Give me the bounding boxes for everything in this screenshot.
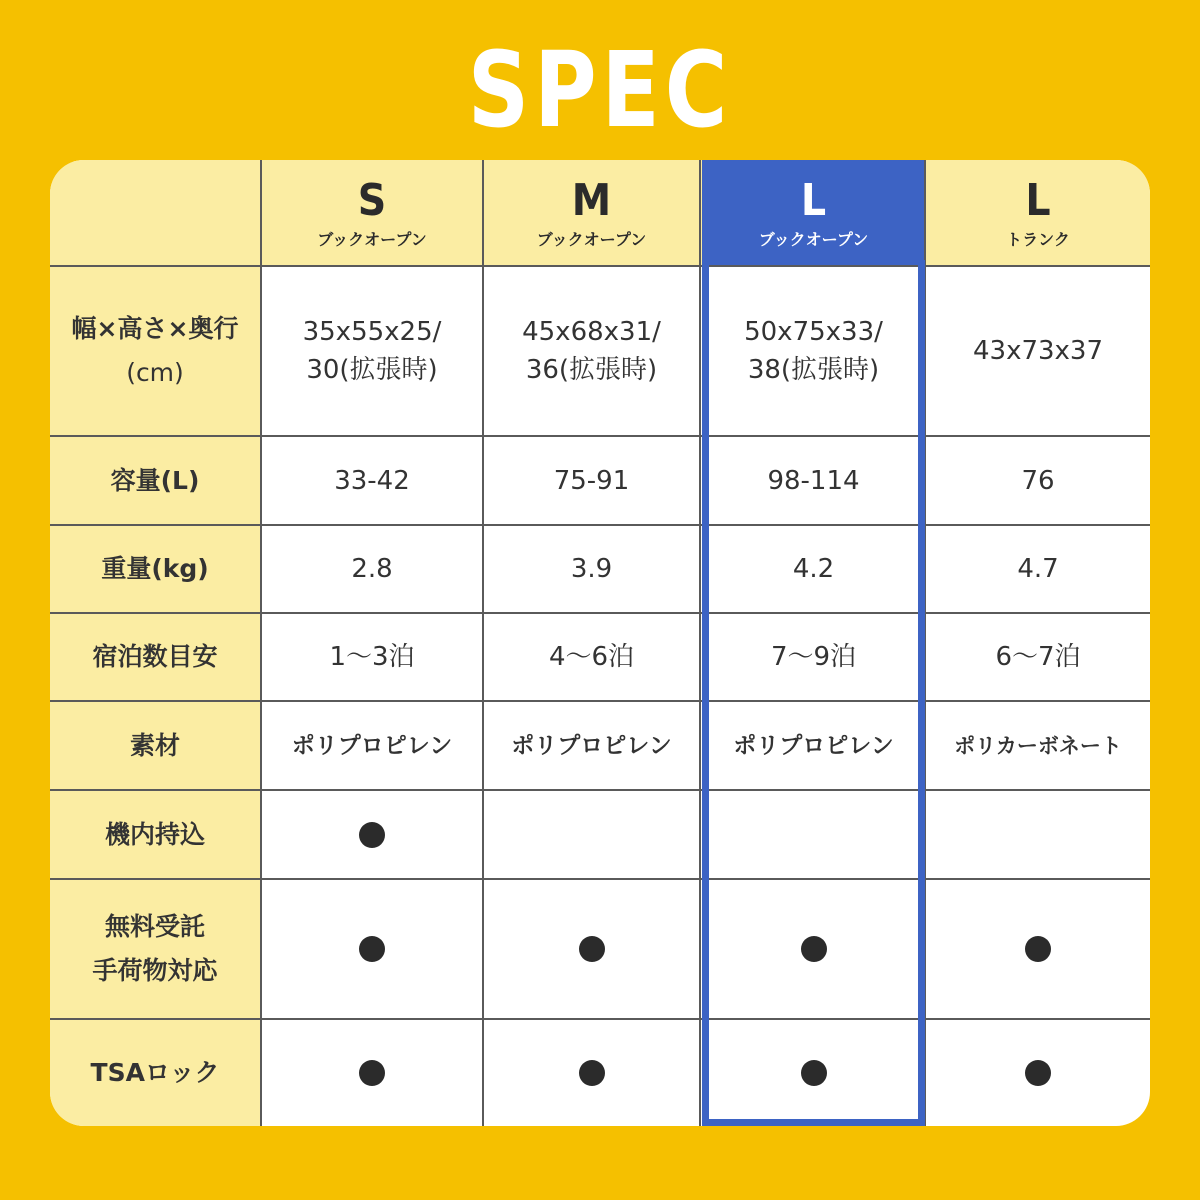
cell-value: 76 [1021, 465, 1055, 496]
row-label-weight [50, 526, 260, 612]
row-label-line: 無料受託 [104, 912, 205, 941]
cell-capacity-s [262, 437, 482, 524]
cell-value: ポリプロピレン [511, 732, 672, 759]
row-label-text: 機内持込 [104, 819, 205, 849]
cell-value: 98-114 [767, 465, 860, 496]
cell-value: ポリカーボネート [954, 733, 1122, 758]
cell-line: 35x55x25/ [302, 317, 442, 347]
cell-tsa-lock-l-trunk [926, 1020, 1150, 1126]
cell-value: 75-91 [553, 465, 630, 496]
size-type: ブックオープン [536, 229, 647, 249]
row-label-capacity [50, 437, 260, 524]
size-letter: L [800, 174, 827, 226]
cell-value: 6〜7泊 [995, 642, 1081, 672]
cell-value: 4.7 [1017, 554, 1059, 584]
cell-line: 50x75x33/ [744, 317, 883, 347]
cell-weight-l-trunk [926, 526, 1150, 612]
filled-circle-icon [359, 822, 385, 848]
cell-line: 43x73x37 [972, 336, 1104, 366]
row-label-nights [50, 614, 260, 700]
row-label-unit: (cm) [126, 358, 184, 387]
row-label-text: 重量(kg) [101, 554, 209, 583]
cell-nights-s [262, 614, 482, 700]
cell-carry-on-m [484, 791, 699, 878]
cell-weight-m [484, 526, 699, 612]
filled-circle-icon [579, 1060, 605, 1086]
cell-dimensions-m [484, 267, 699, 435]
filled-circle-icon [1025, 1060, 1051, 1086]
cell-line: 36(拡張時) [525, 355, 658, 385]
row-label-dimensions [50, 267, 260, 435]
spec-table [50, 160, 1150, 1126]
column-header-l-book [702, 160, 925, 265]
size-letter: L [1025, 174, 1051, 226]
cell-capacity-m [484, 437, 699, 524]
filled-circle-icon [579, 936, 605, 962]
size-type: ブックオープン [317, 229, 427, 249]
cell-weight-s [262, 526, 482, 612]
row-label-text: 素材 [129, 730, 180, 760]
cell-line: 30(拡張時) [306, 355, 438, 385]
highlighted-column-frame [702, 260, 925, 1126]
cell-nights-l-trunk [926, 614, 1150, 700]
cell-line: 38(拡張時) [747, 355, 880, 385]
cell-free-checked-l-trunk [926, 880, 1150, 1018]
cell-value: 3.9 [570, 554, 613, 584]
cell-value: 33-42 [334, 465, 410, 496]
size-type: トランク [1006, 229, 1070, 249]
size-letter: M [571, 174, 612, 226]
size-type: ブックオープン [758, 229, 869, 249]
column-header-s [262, 160, 482, 265]
cell-value: 4〜6泊 [548, 642, 635, 672]
column-header-m [484, 160, 699, 265]
row-label-line: 手荷物対応 [92, 956, 218, 985]
filled-circle-icon [359, 1060, 385, 1086]
cell-capacity-l-trunk [926, 437, 1150, 524]
cell-value: 1〜3泊 [329, 642, 415, 672]
filled-circle-icon [1025, 936, 1051, 962]
row-label-text: 宿泊数目安 [92, 642, 218, 671]
row-label-text: 容量(L) [110, 465, 200, 495]
filled-circle-icon [359, 936, 385, 962]
row-label-text: TSAロック [90, 1058, 220, 1087]
cell-dimensions-s [262, 267, 482, 435]
row-label-free-checked [50, 880, 260, 1018]
column-header-l-trunk [926, 160, 1150, 265]
cell-value: ポリプロピレン [733, 732, 894, 759]
row-label-material [50, 702, 260, 789]
size-letter: S [357, 174, 387, 226]
row-label-carry-on [50, 791, 260, 878]
cell-tsa-lock-m [484, 1020, 699, 1126]
cell-material-l-trunk [926, 702, 1150, 789]
cell-carry-on-l-trunk [926, 791, 1150, 878]
cell-material-s [262, 702, 482, 789]
cell-dimensions-l-trunk [926, 267, 1150, 435]
row-label-line: 幅×高さ×奥行 [71, 314, 239, 343]
cell-free-checked-m [484, 880, 699, 1018]
cell-value: ポリプロピレン [291, 732, 453, 759]
cell-free-checked-s [262, 880, 482, 1018]
cell-value: 2.8 [351, 554, 393, 584]
cell-material-m [484, 702, 699, 789]
row-label-tsa-lock [50, 1020, 260, 1126]
cell-value: 7〜9泊 [770, 642, 857, 672]
grid-line [699, 160, 701, 1126]
cell-value: 4.2 [792, 554, 835, 584]
cell-tsa-lock-s [262, 1020, 482, 1126]
cell-carry-on-s [262, 791, 482, 878]
cell-line: 45x68x31/ [522, 317, 661, 347]
page-title: SPEC [467, 29, 733, 151]
cell-nights-m [484, 614, 699, 700]
